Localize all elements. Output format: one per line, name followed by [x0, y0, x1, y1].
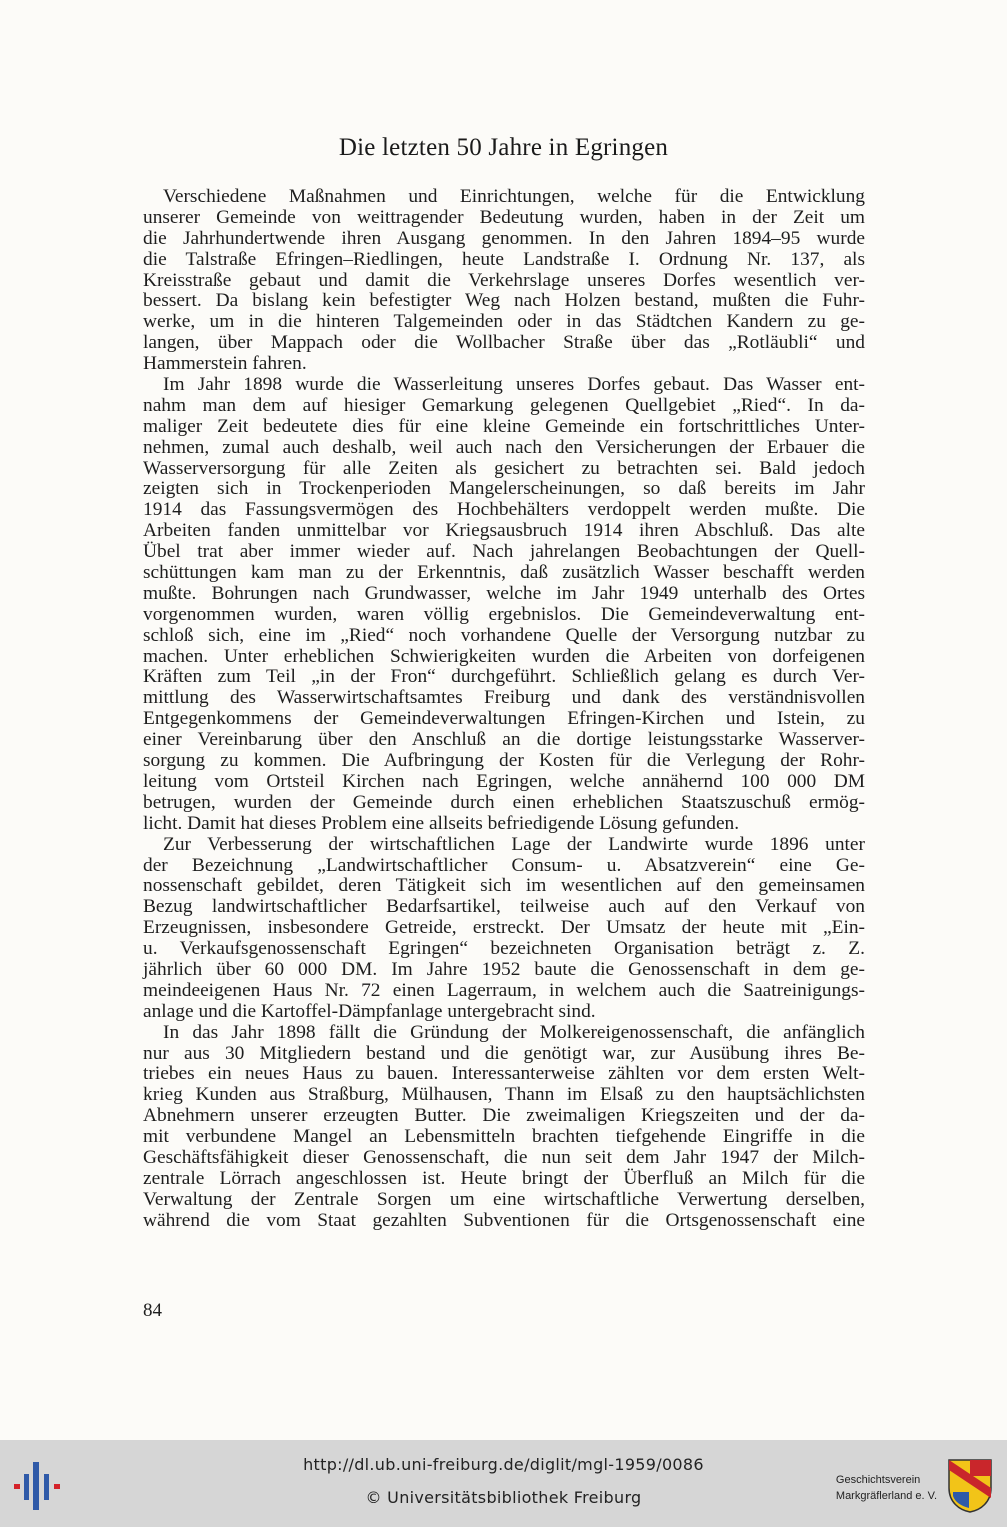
text-line: maliger Zeit bedeutete dies für eine kleine Gemeinde ein fortschrittliches Unter-: [143, 415, 865, 437]
copyright-notice: © Universitätsbibliothek Freiburg: [365, 1488, 642, 1507]
text-line: Kräften zum Teil „in der Fron“ durchgeführt. Schließlich gelang es durch Ver-: [143, 666, 865, 688]
text-line: bessert. Da bislang kein befestigter Weg nach Holzen bestand, mußten die Fuhr-: [143, 290, 865, 312]
text-line: werke, um in die hinteren Talgemeinden oder in das Städtchen Kandern zu ge-: [143, 311, 865, 333]
text-line: Im Jahr 1898 wurde die Wasserleitung unseres Dorfes gebaut. Das Wasser ent-: [163, 374, 865, 396]
text-line: Abnehmern unserer erzeugten Butter. Die zweimaligen Kriegszeiten und der da-: [143, 1105, 865, 1127]
page-number: 84: [143, 1300, 162, 1321]
society-name-line2: Markgräflerland e. V.: [835, 1490, 937, 1502]
text-line: u. Verkaufsgenossenschaft Egringen“ bezeichneten Organisation beträgt z. Z.: [143, 938, 865, 960]
text-line: zentrale Lörrach angeschlossen ist. Heute bringt der Überfluß an Milch für die: [143, 1167, 865, 1189]
text-line: Übel trat aber immer wieder auf. Nach jahrelangen Beobachtungen der Quell-: [143, 541, 865, 563]
text-line: Hammerstein fahren.: [143, 353, 307, 375]
text-line: langen, über Mappach oder die Wollbacher Straße über das „Rotläubli“ und: [143, 332, 865, 354]
body-text: [143, 187, 865, 1232]
text-line: zeigten sich in Trockenperioden Mangelerscheinungen, so daß bereits im Jahr: [143, 478, 865, 500]
text-line: Arbeiten fanden unmittelbar vor Kriegsausbruch 1914 ihren Abschluß. Das alte: [143, 520, 865, 542]
text-line: unserer Gemeinde von weittragender Bedeutung wurden, haben in der Zeit um: [143, 206, 865, 228]
text-line: während die vom Staat gezahlten Subventionen für die Ortsgenossenschaft eine: [143, 1209, 865, 1231]
text-line: Verschiedene Maßnahmen und Einrichtungen, welche für die Entwicklung: [163, 186, 865, 207]
text-line: Entgegenkommens der Gemeindeverwaltungen Efringen-Kirchen und Istein, zu: [143, 708, 865, 730]
text-line: Zur Verbesserung der wirtschaftlichen Lage der Landwirte wurde 1896 unter: [163, 833, 865, 855]
page-title: Die letzten 50 Jahre in Egringen: [338, 134, 669, 161]
text-line: jährlich über 60 000 DM. Im Jahre 1952 baute die Genossenschaft in dem ge-: [143, 958, 865, 980]
text-line: mußte. Bohrungen nach Grundwasser, welche im Jahr 1949 unterhalb des Ortes: [143, 582, 865, 604]
text-line: Kreisstraße gebaut und damit die Verkehrslage unseres Dorfes wesentlich ver-: [143, 269, 865, 291]
coat-of-arms-icon: [947, 1458, 993, 1514]
text-line: krieg Kunden aus Straßburg, Mülhausen, Thann im Elsaß zu den hauptsächlichsten: [143, 1084, 865, 1106]
text-line: schloß sich, eine im „Ried“ noch vorhandene Quelle der Versorgung nutzbar zu: [143, 624, 865, 646]
text-line: triebes ein neues Haus zu bauen. Interessanterweise zählten vor dem ersten Welt-: [143, 1063, 865, 1085]
text-line: die Jahrhundertwende ihren Ausgang genommen. In den Jahren 1894–95 wurde: [143, 227, 865, 249]
text-line: In das Jahr 1898 fällt die Gründung der Molkereigenossenschaft, die anfänglich: [163, 1021, 865, 1043]
permalink-url[interactable]: http://dl.ub.uni-freiburg.de/diglit/mgl-1959/0086: [303, 1455, 704, 1474]
footer-bar: [0, 1440, 1007, 1527]
text-line: leitung vom Ortsteil Kirchen nach Egringen, welche annähernd 100 000 DM: [143, 770, 865, 792]
text-line: mittlung des Wasserwirtschaftsamtes Freiburg und dank des verständnisvollen: [143, 687, 865, 709]
text-line: Erzeugnissen, insbesondere Getreide, erstreckt. Der Umsatz der heute mit „Ein-: [143, 917, 865, 939]
text-line: vorgenommen wurden, waren völlig ergebnislos. Die Gemeindeverwaltung ent-: [143, 603, 865, 625]
text-line: machen. Unter erheblichen Schwierigkeiten wurden die Arbeiten von dorfeigenen: [143, 645, 865, 667]
text-line: einer Vereinbarung über den Anschluß an die dortige leistungsstarke Wasserver-: [143, 729, 865, 751]
text-line: nahm man dem auf hiesiger Gemarkung gelegenen Quellgebiet „Ried“. In da-: [143, 394, 865, 416]
text-line: anlage und die Kartoffel-Dämpfanlage untergebracht sind.: [143, 1000, 596, 1022]
text-line: betrugen, wurden der Gemeinde durch einen erheblichen Staatszuschuß ermög-: [143, 791, 865, 813]
text-line: Geschäftsfähigkeit dieser Genossenschaft, die nun seit dem Jahr 1947 der Milch-: [143, 1146, 865, 1168]
text-line: meindeeigenen Haus Nr. 72 einen Lagerraum, in welchem auch die Saatreinigungs-: [143, 979, 865, 1001]
text-line: mit verbundene Mangel an Lebensmitteln brachten tiefgehende Eingriffe in die: [143, 1126, 865, 1148]
text-line: licht. Damit hat dieses Problem eine allseits befriedigende Lösung gefunden.: [143, 812, 740, 834]
text-line: der Bezeichnung „Landwirtschaftlicher Consum- u. Absatzverein“ eine Ge-: [143, 854, 865, 876]
text-line: schüttungen kam man zu der Erkenntnis, daß zusätzlich Wasser beschafft werden: [143, 562, 865, 584]
text-line: Bezug landwirtschaftlicher Bedarfsartikel, teilweise auch auf den Verkauf von: [143, 896, 865, 918]
text-line: Wasserversorgung für alle Zeiten als gesichert zu betrachten sei. Bald jedoch: [143, 457, 865, 479]
text-line: nur aus 30 Mitgliedern bestand und die genötigt war, zur Ausübung ihres Be-: [143, 1042, 865, 1064]
text-line: Verwaltung der Zentrale Sorgen um eine wirtschaftliche Verwertung derselben,: [143, 1188, 865, 1210]
text-line: nehmen, zumal auch deshalb, weil auch nach den Versicherungen der Erbauer die: [143, 436, 865, 458]
text-line: 1914 das Fassungsvermögen des Hochbehälters verdoppelt werden mußte. Die: [143, 499, 865, 521]
text-line: die Talstraße Efringen–Riedlingen, heute Landstraße I. Ordnung Nr. 137, als: [143, 248, 865, 270]
text-line: sorgung zu kommen. Die Aufbringung der Kosten für die Verlegung der Rohr-: [143, 750, 865, 772]
society-name: [836, 1472, 937, 1504]
society-name-line1: Geschichtsverein: [835, 1474, 921, 1486]
text-line: nossenschaft gebildet, deren Tätigkeit sich im wesentlichen auf den gemeinsamen: [143, 875, 865, 897]
